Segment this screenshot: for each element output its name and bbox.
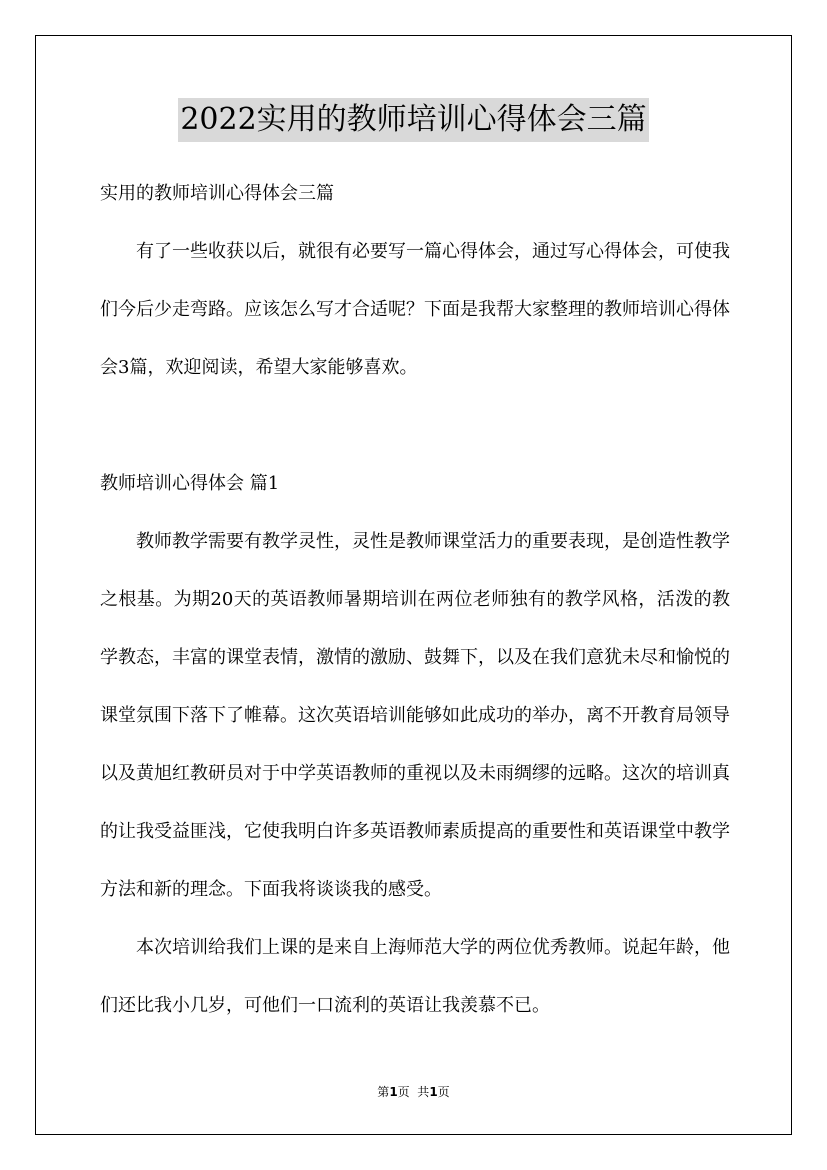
section-heading: 教师培训心得体会 篇1 [100, 473, 280, 494]
footer-suffix: 页 [437, 1085, 450, 1099]
subtitle-paragraph: 实用的教师培训心得体会三篇 [100, 183, 334, 204]
body-paragraph: 本次培训给我们上课的是来自上海师范大学的两位优秀教师。说起年龄，他们还比我小几岁，可他们一口流利的英语让我羡慕不已。 [100, 937, 730, 1016]
footer-prefix: 第 [377, 1085, 390, 1099]
paragraph-gap [100, 397, 730, 455]
page-footer [0, 1084, 827, 1100]
body-paragraph: 教师教学需要有教学灵性，灵性是教师课堂活力的重要表现，是创造性教学之根基。为期20天的英语教师暑期培训在两位老师独有的教学风格，活泼的教学教态，丰富的课堂表情，激情的激励、鼓舞下，以及在我们意犹未尽和愉悦的课堂氛围下落下了帷幕。这次英语培训能够如此成功的举办，离不开教育局领导以及黄旭红教研员对于中学英语教师的重视以及未雨绸缪的远略。这次的培训真的让我受益匪浅，它使我明白许多英语教师素质提高的重要性和英语课堂中教学方法和新的理念。下面我将谈谈我的感受。 [100, 531, 730, 900]
footer-mid: 页 共 [397, 1085, 430, 1099]
footer-page-number: 1 [389, 1085, 398, 1099]
title-area [0, 98, 827, 142]
document-title: 2022实用的教师培训心得体会三篇 [178, 98, 648, 142]
intro-paragraph: 有了一些收获以后，就很有必要写一篇心得体会，通过写心得体会，可使我们今后少走弯路。应该怎么写才合适呢？下面是我帮大家整理的教师培训心得体会3篇，欢迎阅读，希望大家能够喜欢。 [100, 241, 730, 378]
document-body [100, 165, 730, 1035]
footer-total-pages: 1 [429, 1085, 438, 1099]
